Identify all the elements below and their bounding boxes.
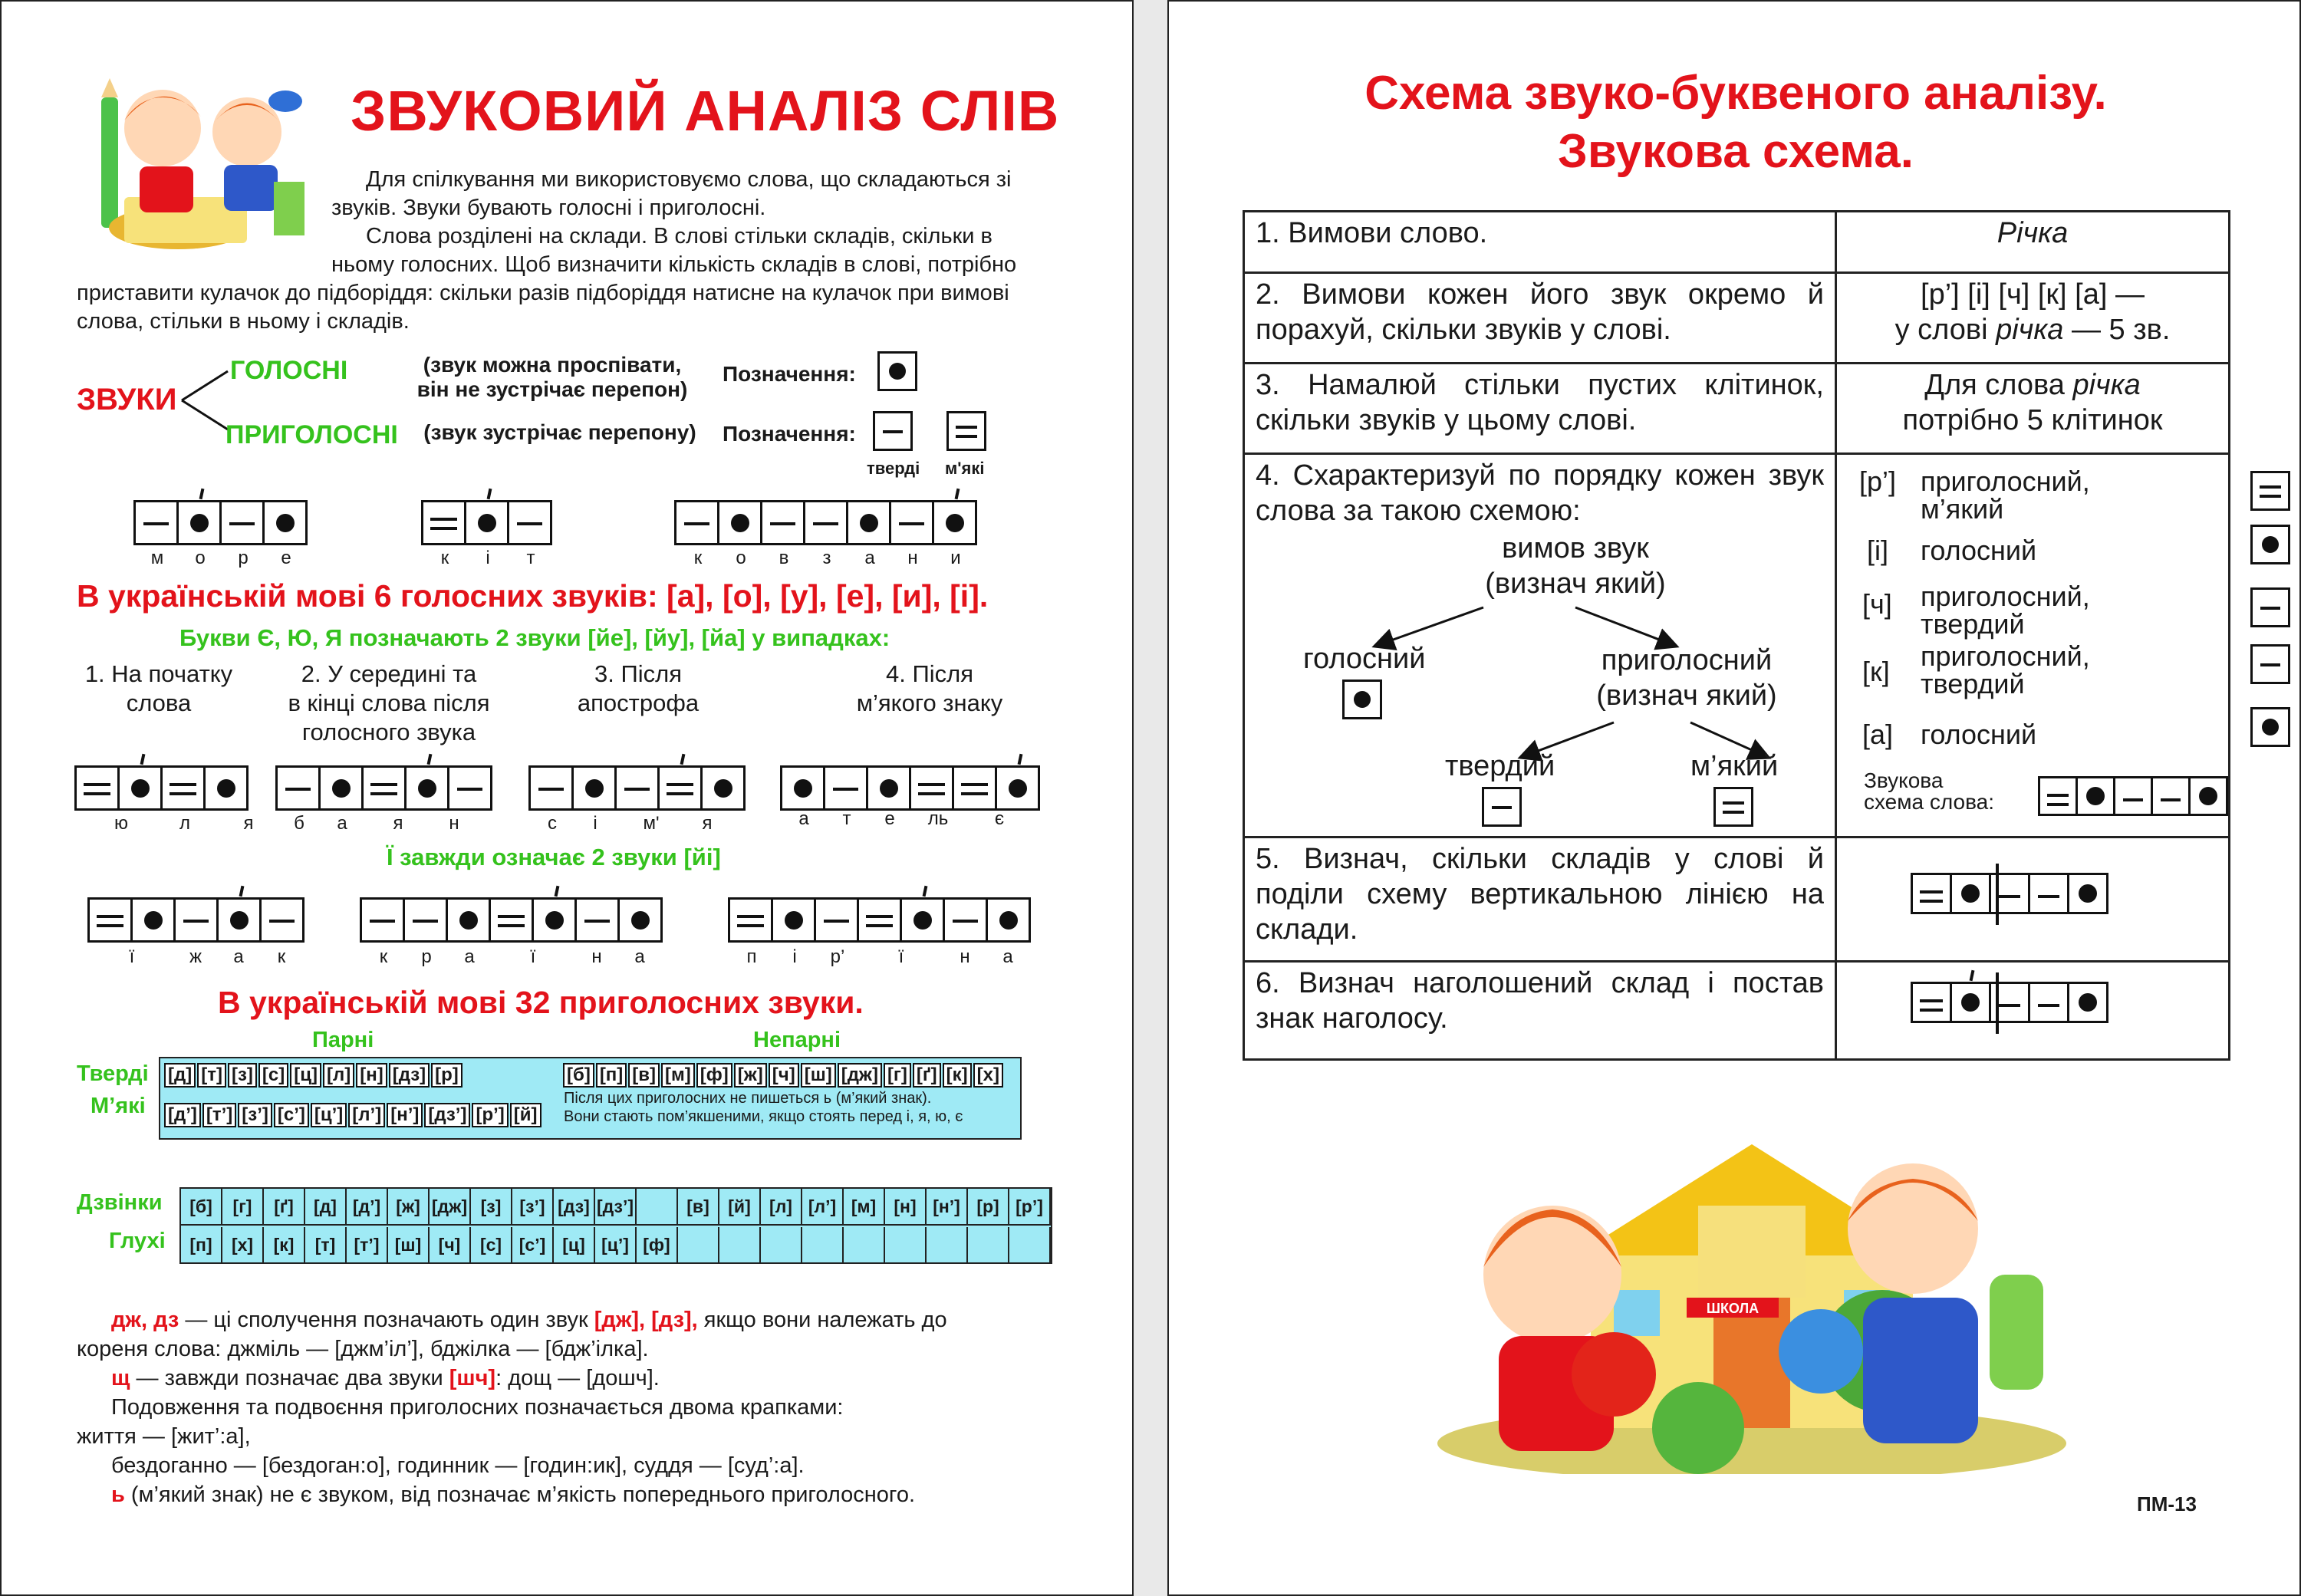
consonant-sound: [з] bbox=[228, 1063, 257, 1088]
consonant-sound: [р] bbox=[431, 1063, 463, 1088]
consonant-sound: [т] bbox=[197, 1063, 226, 1088]
consonant-sound: [з’] bbox=[238, 1103, 272, 1127]
scheme-yulia-letters: ю л я bbox=[114, 813, 254, 834]
consonant-cell: [р] bbox=[968, 1189, 1009, 1224]
page-title: ЗВУКОВИЙ АНАЛІЗ СЛІВ bbox=[351, 79, 1060, 143]
rule-soft-sign: ь (м’який знак) не є звуком, від позначає м’якість попереднього приголосного. bbox=[111, 1482, 916, 1507]
syllable-scheme bbox=[1913, 873, 2108, 914]
consonant-cell: [ґ] bbox=[264, 1189, 305, 1224]
scheme-atelie bbox=[782, 765, 1040, 811]
soft-note: Після цих приголосних не пишеться ь (м’який знак). Вони стають пом’якшеними, якщо стоять перед і, я, ю, є bbox=[564, 1090, 963, 1125]
step-1: 1. Вимови слово. bbox=[1244, 212, 1836, 273]
sound-4-cell bbox=[2250, 644, 2290, 684]
yi-heading: Ї завжди означає 2 звуки [йі] bbox=[387, 844, 721, 870]
consonant-sound: [с] bbox=[258, 1063, 288, 1088]
paired-label: Парні bbox=[312, 1028, 374, 1052]
voiceless-row-label: Глухі bbox=[109, 1229, 166, 1253]
scheme-simia bbox=[531, 765, 746, 811]
sound-1-desc: приголосний, м’який bbox=[1921, 466, 2090, 525]
tree-vowel-cell bbox=[1342, 680, 1382, 719]
sound-2: [і] bbox=[1867, 535, 1889, 566]
sound-3-cell bbox=[2250, 587, 2290, 627]
scheme-kovzany bbox=[676, 500, 977, 545]
consonant-sound: [р’] bbox=[472, 1103, 508, 1127]
consonant-cell: [л’] bbox=[802, 1189, 844, 1224]
case-1: 1. На початку слова bbox=[84, 660, 233, 716]
consonant-cell bbox=[844, 1227, 885, 1262]
voiced-row-label: Дзвінки bbox=[77, 1190, 163, 1215]
voiceless-row bbox=[181, 1227, 1051, 1262]
consonant-cell: [ц’] bbox=[595, 1227, 637, 1262]
scheme-title bbox=[1169, 64, 2301, 181]
consonant-sound: [ц] bbox=[290, 1063, 321, 1088]
scheme-more bbox=[136, 500, 308, 545]
notation-label: Позначення: bbox=[723, 362, 856, 386]
vowels-heading: В українській мові 6 голосних звуків: [а], [о], [у], [е], [и], [і]. bbox=[77, 578, 989, 614]
scheme-baiany bbox=[278, 765, 492, 811]
soft-paired-row bbox=[163, 1103, 542, 1127]
scheme-pirina-letters: п і р’ ї н а bbox=[746, 946, 1013, 967]
sound-1-cell bbox=[2250, 471, 2290, 511]
consonants-label: ПРИГОЛОСНІ bbox=[225, 420, 398, 449]
consonant-cell: [дз’] bbox=[595, 1189, 637, 1224]
case-4: 4. Після м’якого знаку bbox=[856, 660, 1003, 716]
scheme-title-line: Звукова схема. bbox=[1557, 125, 1914, 178]
word-scheme bbox=[2040, 776, 2228, 816]
tree-hard: твердий bbox=[1445, 750, 1555, 782]
sound-5: [а] bbox=[1862, 719, 1894, 750]
consonant-cell: [дз] bbox=[554, 1189, 595, 1224]
step-2: 2. Вимови кожен його звук окремо й порахуй, скільки звуків у слові. bbox=[1244, 273, 1836, 364]
step-4-text: 4. Схарактеризуй по порядку кожен звук слова за такою схемою: bbox=[1256, 459, 1824, 527]
consonant-cell: [ж] bbox=[388, 1189, 430, 1224]
syllable-divider bbox=[1996, 864, 1999, 925]
consonant-cell: [з’] bbox=[512, 1189, 554, 1224]
consonant-cell bbox=[927, 1227, 968, 1262]
consonant-cell: [в] bbox=[678, 1189, 719, 1224]
branch-lines bbox=[178, 362, 232, 439]
consonant-sound: [г] bbox=[884, 1063, 911, 1088]
consonant-cell: [н] bbox=[885, 1189, 927, 1224]
rules-block bbox=[77, 1305, 1066, 1509]
vowels-note bbox=[407, 353, 698, 402]
consonant-sound: [дз’] bbox=[424, 1103, 470, 1127]
step-1-answer: Річка bbox=[1836, 212, 2230, 273]
intro-line: звуків. Звуки бувають голосні і приголосні. bbox=[331, 196, 766, 220]
scheme-baiany-letters: б а я н bbox=[294, 813, 459, 834]
hard-row-label: Тверді bbox=[77, 1061, 149, 1086]
consonant-sound: [ц’] bbox=[311, 1103, 347, 1127]
sound-5-desc: голосний bbox=[1921, 719, 2037, 750]
unpaired-label: Непарні bbox=[753, 1028, 841, 1052]
intro-line: приставити кулачок до підборіддя: скільки разів підборіддя натисне на кулачок при вимові bbox=[77, 281, 1009, 305]
notation-label: Позначення: bbox=[723, 422, 856, 446]
scheme-simia-letters: с і м' я bbox=[548, 813, 713, 834]
scheme-kit-letters: к і т bbox=[440, 548, 535, 568]
scheme-yizhak-letters: ї ж а к bbox=[129, 946, 286, 967]
consonant-cell bbox=[637, 1189, 678, 1224]
scheme-more-letters: м о р е bbox=[150, 548, 291, 568]
tree-hard-cell bbox=[1482, 787, 1522, 827]
consonant-cell bbox=[678, 1227, 719, 1262]
consonants-heading: В українській мові 32 приголосних звуки. bbox=[218, 985, 864, 1020]
consonant-sound: [т’] bbox=[202, 1103, 236, 1127]
consonant-sound: [х] bbox=[973, 1063, 1003, 1088]
scheme-pirina bbox=[730, 897, 1031, 943]
step-6: 6. Визнач наголошений склад і постав знак наголосу. bbox=[1244, 962, 1836, 1060]
tree-consonant: приголосний (визнач який) bbox=[1596, 644, 1777, 712]
consonant-sound: [л] bbox=[323, 1063, 354, 1088]
scheme-kraina bbox=[362, 897, 663, 943]
consonant-cell: [с] bbox=[471, 1227, 512, 1262]
hard-unpaired-row bbox=[562, 1063, 1004, 1088]
hard-notation-cell bbox=[873, 411, 913, 451]
intro-line: Слова розділені на склади. В слові стільки складів, скільки в bbox=[366, 224, 992, 248]
consonant-cell bbox=[761, 1227, 802, 1262]
school-sign: ШКОЛА bbox=[1706, 1301, 1759, 1316]
hard-label: тверді bbox=[867, 459, 920, 478]
consonants-note: (звук зустрічає перепону) bbox=[423, 420, 696, 444]
consonant-cell: [х] bbox=[222, 1227, 264, 1262]
consonant-cell: [р’] bbox=[1009, 1189, 1051, 1224]
consonant-sound: [ш] bbox=[801, 1063, 836, 1088]
consonant-sound: [й] bbox=[510, 1103, 542, 1127]
left-page bbox=[0, 0, 1134, 1596]
children-reading-illustration bbox=[71, 74, 324, 251]
consonant-sound: [дж] bbox=[838, 1063, 882, 1088]
step-5: 5. Визнач, скільки складів у слові й поділи схему вертикальною лінією на склади. bbox=[1244, 837, 1836, 962]
vowels-note-line: він не зустрічає перепон) bbox=[416, 377, 688, 401]
step-3-answer: Для слова річка потрібно 5 клітинок bbox=[1836, 364, 2230, 454]
step-3: 3. Намалюй стільки пустих клітинок, скільки звуків у цьому слові. bbox=[1244, 364, 1836, 454]
case-2: 2. У середині та в кінці слова після голосного звука bbox=[288, 660, 490, 745]
consonant-sound: [м] bbox=[661, 1063, 695, 1088]
tree-soft: м’який bbox=[1690, 750, 1779, 782]
consonant-cell bbox=[802, 1227, 844, 1262]
scheme-title-line: Схема звуко-буквеного аналізу. bbox=[1364, 67, 2107, 120]
page-code: ПМ-13 bbox=[2137, 1492, 2197, 1515]
consonant-sound: [к] bbox=[943, 1063, 972, 1088]
consonant-cell: [ч] bbox=[430, 1227, 471, 1262]
consonant-cell: [й] bbox=[719, 1189, 761, 1224]
rule-double-line3: бездоганно — [бездоган:о], годинник — [годин:ик], суддя — [суд’:а]. bbox=[111, 1453, 805, 1478]
hard-paired-row bbox=[163, 1063, 463, 1088]
rule-dzh: дж, дз — ці сполучення позначають один звук [дж], [дз], якщо вони належать до bbox=[111, 1308, 947, 1332]
vowels-note-line: (звук можна проспівати, bbox=[423, 353, 682, 377]
rule-double: Подовження та подвоєння приголосних позначається двома крапками: bbox=[111, 1395, 844, 1420]
consonant-sound: [н’] bbox=[387, 1103, 423, 1127]
consonant-cell: [ц] bbox=[554, 1227, 595, 1262]
consonant-sound: [д’] bbox=[164, 1103, 201, 1127]
consonant-cell bbox=[968, 1227, 1009, 1262]
consonant-sound: [н] bbox=[356, 1063, 387, 1088]
intro-line: ньому голосних. Щоб визначити кількість складів в слові, потрібно bbox=[331, 252, 1017, 277]
pencil-shape bbox=[101, 97, 118, 228]
consonant-cell: [м] bbox=[844, 1189, 885, 1224]
consonant-cell: [ф] bbox=[637, 1227, 678, 1262]
school-children-illustration bbox=[1422, 1121, 2082, 1474]
stress-scheme bbox=[1913, 982, 2108, 1023]
step-2-answer: [р’] [і] [ч] [к] [а] — у слові річка — 5 зв. bbox=[1836, 273, 2230, 364]
scheme-kit bbox=[423, 500, 552, 545]
consonant-cell: [б] bbox=[181, 1189, 222, 1224]
consonant-cell: [д] bbox=[305, 1189, 347, 1224]
consonant-cell: [с’] bbox=[512, 1227, 554, 1262]
sound-3: [ч] bbox=[1862, 588, 1892, 620]
consonant-cell bbox=[1009, 1227, 1051, 1262]
consonant-sound: [ґ] bbox=[913, 1063, 941, 1088]
consonant-cell: [д’] bbox=[347, 1189, 388, 1224]
tree-vowel: голосний bbox=[1303, 643, 1426, 675]
vowel-notation-cell bbox=[877, 351, 917, 391]
consonant-sound: [ж] bbox=[734, 1063, 767, 1088]
consonant-sound: [в] bbox=[628, 1063, 660, 1088]
consonant-cell: [н’] bbox=[927, 1189, 968, 1224]
consonant-sound: [с’] bbox=[274, 1103, 309, 1127]
sound-1: [р’] bbox=[1859, 466, 1897, 497]
tree-soft-cell bbox=[1713, 787, 1753, 827]
voiced-row bbox=[181, 1189, 1051, 1226]
vowels-label: ГОЛОСНІ bbox=[230, 356, 348, 385]
consonant-cell: [ш] bbox=[388, 1227, 430, 1262]
consonant-cell: [г] bbox=[222, 1189, 264, 1224]
intro-line: Для спілкування ми використовуємо слова, що складаються зі bbox=[366, 167, 1012, 192]
consonant-cell: [к] bbox=[264, 1227, 305, 1262]
case-3: 3. Після апострофа bbox=[577, 660, 700, 716]
right-page bbox=[1167, 0, 2301, 1596]
sound-4-desc: приголосний, твердий bbox=[1921, 640, 2090, 699]
soft-row-label: М’які bbox=[91, 1094, 146, 1118]
consonant-cell: [л] bbox=[761, 1189, 802, 1224]
consonant-sound: [б] bbox=[563, 1063, 594, 1088]
scheme-label: Звукова схема слова: bbox=[1864, 768, 1994, 814]
intro-line: слова, стільки в ньому і складів. bbox=[77, 309, 410, 334]
consonant-cell: [т’] bbox=[347, 1227, 388, 1262]
rule-dzh-line2: кореня слова: джміль — [джм’іл’], бджілка — [бдж’ілка]. bbox=[77, 1337, 649, 1361]
consonant-cell bbox=[885, 1227, 927, 1262]
scheme-yulia bbox=[77, 765, 249, 811]
consonant-sound: [ф] bbox=[696, 1063, 732, 1088]
sound-3-desc: приголосний, твердий bbox=[1921, 581, 2090, 640]
sound-2-desc: голосний bbox=[1921, 535, 2037, 566]
voiced-voiceless-table bbox=[179, 1187, 1052, 1264]
soft-notation-cell bbox=[946, 411, 986, 451]
sounds-label: ЗВУКИ bbox=[77, 383, 177, 416]
scheme-yizhak bbox=[90, 897, 304, 943]
rule-shch: щ — завжди позначає два звуки [шч]: дощ — [дошч]. bbox=[111, 1366, 660, 1390]
scheme-kovzany-letters: к о в з а н и bbox=[693, 548, 961, 568]
sound-4: [к] bbox=[1862, 656, 1890, 687]
hard-soft-consonants-table bbox=[159, 1057, 1022, 1140]
consonant-cell: [дж] bbox=[430, 1189, 471, 1224]
tree-root: вимов звук (визнач який) bbox=[1485, 532, 1666, 600]
scheme-atelie-letters: а т е ль є bbox=[798, 808, 1005, 829]
consonant-cell: [з] bbox=[471, 1189, 512, 1224]
yotated-heading: Букви Є, Ю, Я позначають 2 звуки [йе], [йу], [йа] у випадках: bbox=[179, 624, 890, 651]
consonant-sound: [л’] bbox=[348, 1103, 385, 1127]
scheme-kraina-letters: к р а ї н а bbox=[379, 946, 645, 967]
sound-2-cell bbox=[2250, 525, 2290, 564]
consonant-sound: [ч] bbox=[769, 1063, 799, 1088]
consonant-cell bbox=[719, 1227, 761, 1262]
consonant-cell: [п] bbox=[181, 1227, 222, 1262]
consonant-sound: [п] bbox=[596, 1063, 627, 1088]
consonant-sound: [д] bbox=[164, 1063, 196, 1088]
rule-double-line2: життя — [жит’:а], bbox=[77, 1424, 251, 1449]
soft-label: м'які bbox=[945, 459, 985, 478]
consonant-sound: [дз] bbox=[389, 1063, 430, 1088]
syllable-divider bbox=[1996, 972, 1999, 1034]
consonant-cell: [т] bbox=[305, 1227, 347, 1262]
sound-5-cell bbox=[2250, 707, 2290, 747]
